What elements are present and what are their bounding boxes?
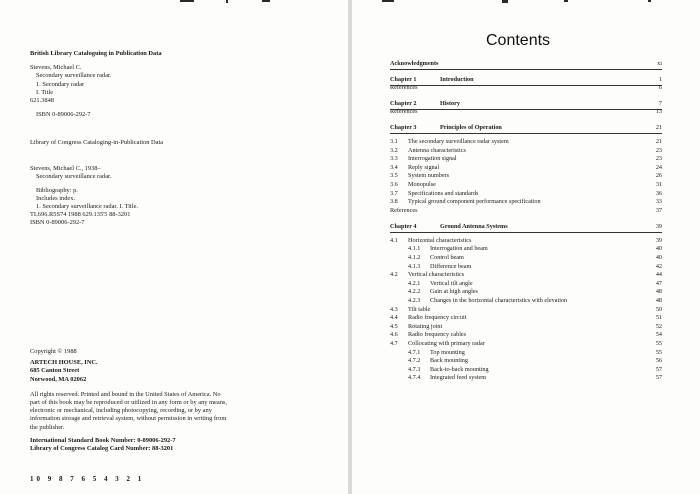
toc-entry bbox=[390, 297, 662, 305]
british-cip-line: I. Title bbox=[36, 88, 54, 96]
scan-speck bbox=[262, 0, 270, 2]
toc-chapter-rule bbox=[390, 232, 662, 233]
toc-entry bbox=[390, 331, 662, 339]
rights-line: All rights reserved. Printed and bound in the United States of America. No bbox=[30, 390, 221, 398]
toc-entry-title: Reply signal bbox=[408, 163, 440, 171]
toc-entry-title: Back-to-back mounting bbox=[430, 365, 489, 373]
copyright-line: Copyright © 1988 bbox=[30, 348, 77, 355]
toc-entry-number: 4.7 bbox=[390, 340, 398, 347]
toc-entry-number: 3.1 bbox=[390, 138, 398, 145]
toc-entry-page: 7 bbox=[658, 100, 662, 107]
loc-cip-line: Stevens, Michael C., 1938– bbox=[30, 165, 101, 173]
toc-entry bbox=[390, 263, 662, 271]
toc-entry-title: Interrogation signal bbox=[408, 155, 457, 163]
toc-entry bbox=[390, 76, 662, 84]
toc-entry-number: 4.2.1 bbox=[408, 279, 421, 287]
toc-chapter-rule bbox=[390, 133, 662, 134]
british-cip-heading: British Library Cataloguing in Publication Data bbox=[30, 50, 162, 57]
toc-entry bbox=[390, 190, 662, 198]
toc-entry bbox=[390, 340, 662, 348]
toc-entry-number: 3.6 bbox=[390, 181, 398, 188]
toc-entry-page: 52 bbox=[655, 322, 662, 330]
printing-digits: 10 9 8 7 6 5 4 3 2 1 bbox=[30, 475, 145, 483]
scan-speck bbox=[648, 0, 651, 2]
toc-entry-title: Introduction bbox=[440, 76, 474, 83]
toc-entry-page: 50 bbox=[655, 305, 662, 313]
toc-entry-title: Ground Antenna Systems bbox=[440, 222, 508, 230]
isbn-line: International Standard Book Number: 0-89006-292-7 bbox=[30, 436, 176, 444]
loc-cip-note: 1. Secondary surveillance radar. I. Title. bbox=[36, 203, 139, 211]
toc-entry-page: 23 bbox=[655, 155, 662, 163]
toc-entry-page: xi bbox=[657, 60, 662, 67]
toc-entry bbox=[390, 288, 662, 296]
rights-line: information storage and retrieval system, without permission in writing from bbox=[30, 415, 227, 423]
toc-entry-title: Monopulse bbox=[408, 181, 436, 188]
loc-cip-isbn: ISBN 0-89006-292-7 bbox=[30, 219, 85, 227]
toc-entry-page: 56 bbox=[655, 357, 662, 365]
toc-entry bbox=[390, 60, 662, 68]
toc-entry-page: 39 bbox=[655, 236, 662, 244]
toc-entry-page: 26 bbox=[655, 172, 662, 180]
toc-entry-title: Typical ground component performance specification bbox=[408, 198, 541, 206]
toc-entry-title: Antenna characteristics bbox=[408, 146, 466, 154]
toc-entry-number: 3.8 bbox=[390, 198, 398, 206]
toc-entry bbox=[390, 138, 662, 146]
toc-entry-number: 3.4 bbox=[390, 163, 398, 171]
toc-entry-title: Tilt table bbox=[408, 305, 431, 313]
toc-entry-number: Chapter 2 bbox=[390, 100, 417, 107]
toc-entry-title: Difference beam bbox=[430, 262, 472, 270]
british-cip-line: 1. Secondary radar bbox=[36, 80, 85, 88]
british-cip-block bbox=[30, 50, 162, 119]
toc-entry-number: 4.7.3 bbox=[408, 365, 421, 373]
toc-entry-page: 47 bbox=[655, 279, 662, 287]
copyright-block bbox=[30, 348, 227, 453]
toc-entry bbox=[390, 198, 662, 206]
toc-entry-number: 4.3 bbox=[390, 305, 398, 313]
toc-entry-page: 31 bbox=[655, 181, 662, 188]
british-cip-isbn: ISBN 0-89006-292-7 bbox=[36, 111, 91, 119]
british-cip-line: Stevens, Michael C. bbox=[30, 64, 82, 72]
toc-entry-page: 1 bbox=[658, 76, 662, 83]
toc-entry bbox=[390, 323, 662, 331]
toc-entry-number: 4.7.4 bbox=[408, 374, 421, 382]
toc-entry bbox=[390, 108, 662, 116]
toc-entry-title: Horizontal characteristics bbox=[408, 236, 472, 244]
toc-entry-number: 3.3 bbox=[390, 155, 398, 163]
toc-entry-page: 42 bbox=[655, 262, 662, 270]
toc-entry-page: 21 bbox=[655, 124, 662, 131]
toc-entry bbox=[390, 207, 662, 215]
toc-entry-title: Acknowledgments bbox=[390, 60, 439, 67]
toc-entry-page: 44 bbox=[655, 271, 662, 279]
toc-entry-number: 4.7.1 bbox=[408, 348, 421, 356]
toc-entry-page: 48 bbox=[655, 288, 662, 296]
loc-cip-heading: Library of Congress Cataloging-in-Publication Data bbox=[30, 139, 164, 146]
toc-entry-number: Chapter 4 bbox=[390, 222, 417, 230]
toc-entry bbox=[390, 254, 662, 262]
toc-entry-title: Radio frequency cables bbox=[408, 331, 467, 339]
toc-entry bbox=[390, 172, 662, 180]
left-page-copyright bbox=[0, 0, 348, 494]
toc-entry-title: Integrated feed system bbox=[430, 374, 487, 382]
loc-cip-call-line: TL696.R5S74 1988 629.135'5 88-3201 bbox=[30, 211, 131, 219]
toc-entry-page: 13 bbox=[655, 108, 662, 115]
right-page-contents bbox=[352, 0, 700, 494]
british-cip-line: Secondary surveillance radar. bbox=[36, 72, 112, 80]
toc-entry bbox=[390, 124, 662, 132]
toc-entry bbox=[390, 314, 662, 322]
toc-entry-page: 55 bbox=[655, 348, 662, 356]
toc-entry-page: 36 bbox=[655, 189, 662, 197]
toc-entry-number: 4.7.2 bbox=[408, 357, 421, 365]
toc-entry-page: 55 bbox=[655, 340, 662, 347]
toc-entry bbox=[390, 237, 662, 245]
toc-entry-title: Collocating with primary radar bbox=[408, 340, 485, 347]
toc-entry-page: 57 bbox=[655, 365, 662, 373]
scan-speck bbox=[180, 0, 194, 2]
toc-entry-page: 6 bbox=[658, 84, 662, 91]
toc-entry bbox=[390, 164, 662, 172]
toc-entry-number: 4.1.1 bbox=[408, 245, 421, 253]
toc-entry-page: 21 bbox=[655, 138, 662, 145]
british-cip-line: 621.3848 bbox=[30, 97, 54, 105]
toc-entry-number: 4.5 bbox=[390, 322, 398, 330]
toc-entry bbox=[390, 280, 662, 288]
toc-entry bbox=[390, 349, 662, 357]
toc-entry-title: System numbers bbox=[408, 172, 450, 180]
toc-entry-title: References bbox=[390, 108, 418, 115]
publisher-city: Norwood, MA 02062 bbox=[30, 375, 87, 383]
toc-entry-title: Vertical characteristics bbox=[408, 271, 465, 279]
toc-entry bbox=[390, 181, 662, 189]
toc-entry-number: 3.5 bbox=[390, 172, 398, 180]
toc-entry-title: History bbox=[440, 100, 460, 107]
toc-entry-page: 23 bbox=[655, 146, 662, 154]
toc-entry bbox=[390, 223, 662, 231]
loc-cip-note: Bibliography: p. bbox=[36, 186, 78, 194]
toc-entry-page: 54 bbox=[655, 331, 662, 339]
rights-line: electronic or mechanical, including photocopying, recording, or by any bbox=[30, 407, 212, 415]
toc-entry-number: 3.2 bbox=[390, 146, 398, 154]
toc-entry bbox=[390, 155, 662, 163]
toc-entry-title: Changes in the horizontal characteristics with elevation bbox=[430, 297, 568, 304]
toc-entry-title: References bbox=[390, 84, 418, 91]
rights-line: part of this book may be reproduced or utilized in any form or by any means, bbox=[30, 399, 227, 407]
toc-entry-title: Principles of Operation bbox=[440, 124, 502, 131]
toc-entry bbox=[390, 366, 662, 374]
toc-entry-title: Back mounting bbox=[430, 357, 468, 365]
toc-entry-number: 4.4 bbox=[390, 314, 398, 322]
toc-entry-number: Chapter 1 bbox=[390, 76, 417, 83]
publisher-name: ARTECH HOUSE, INC. bbox=[30, 359, 98, 367]
scan-speck bbox=[502, 0, 508, 3]
toc-entry-title: Radio frequency circuit bbox=[408, 314, 467, 322]
toc-entry bbox=[390, 306, 662, 314]
toc-entry-title: Rotating joint bbox=[408, 322, 443, 330]
loc-cip-block bbox=[30, 139, 163, 228]
toc-entry-page: 57 bbox=[655, 374, 662, 382]
toc-entry bbox=[390, 147, 662, 155]
toc-entry-page: 51 bbox=[655, 314, 662, 322]
toc-entry-title: Gain at high angles bbox=[430, 288, 478, 296]
contents-title: Contents bbox=[486, 32, 551, 49]
publisher-street: 685 Canton Street bbox=[30, 367, 80, 375]
toc-entry-number: Chapter 3 bbox=[390, 124, 417, 131]
lccn-line: Library of Congress Catalog Card Number: 88-3201 bbox=[30, 445, 174, 453]
toc-entry bbox=[390, 100, 662, 108]
toc-entry-title: Specifications and standards bbox=[408, 189, 479, 197]
scan-speck bbox=[564, 0, 568, 2]
scan-speck bbox=[226, 0, 228, 3]
loc-cip-line: Secondary surveillance radar. bbox=[36, 173, 112, 181]
scan-speck bbox=[382, 0, 394, 2]
rights-line: the publisher. bbox=[30, 423, 65, 431]
toc-entry-number: 4.2 bbox=[390, 271, 398, 279]
toc-entry-number: 4.6 bbox=[390, 331, 398, 339]
toc-entry-number: 4.1 bbox=[390, 236, 398, 244]
toc-entry-page: 48 bbox=[655, 297, 662, 304]
toc-chapter-rule bbox=[390, 69, 662, 70]
toc-entry-title: Vertical tilt angle bbox=[430, 279, 473, 287]
toc-entry-number: 4.1.3 bbox=[408, 262, 421, 270]
toc-entry-title: The secondary surveillance radar system bbox=[408, 138, 509, 145]
toc-entry-page: 37 bbox=[655, 206, 662, 214]
toc-entry-number: 3.7 bbox=[390, 189, 398, 197]
toc-entry bbox=[390, 357, 662, 365]
toc-entry-number: 4.2.2 bbox=[408, 288, 421, 296]
toc-entry-number: 4.1.2 bbox=[408, 254, 421, 261]
loc-cip-note: Includes index. bbox=[36, 194, 76, 202]
toc-entry bbox=[390, 374, 662, 382]
toc-entry-page: 40 bbox=[655, 245, 662, 253]
toc-entry-title: Control beam bbox=[430, 254, 464, 261]
toc-entry-title: Interrogation and beam bbox=[430, 245, 488, 253]
toc-entry-page: 24 bbox=[655, 163, 662, 171]
toc-entry-number: 4.2.3 bbox=[408, 297, 421, 304]
toc-entry-title: Top mounting bbox=[430, 348, 465, 356]
toc-entry-page: 39 bbox=[655, 222, 662, 230]
toc-entry-title: References bbox=[390, 206, 418, 214]
toc-entry bbox=[390, 271, 662, 279]
toc-entry bbox=[390, 245, 662, 253]
toc-entry bbox=[390, 84, 662, 92]
toc-entry-page: 40 bbox=[655, 254, 662, 261]
toc-entry-page: 33 bbox=[655, 198, 662, 206]
